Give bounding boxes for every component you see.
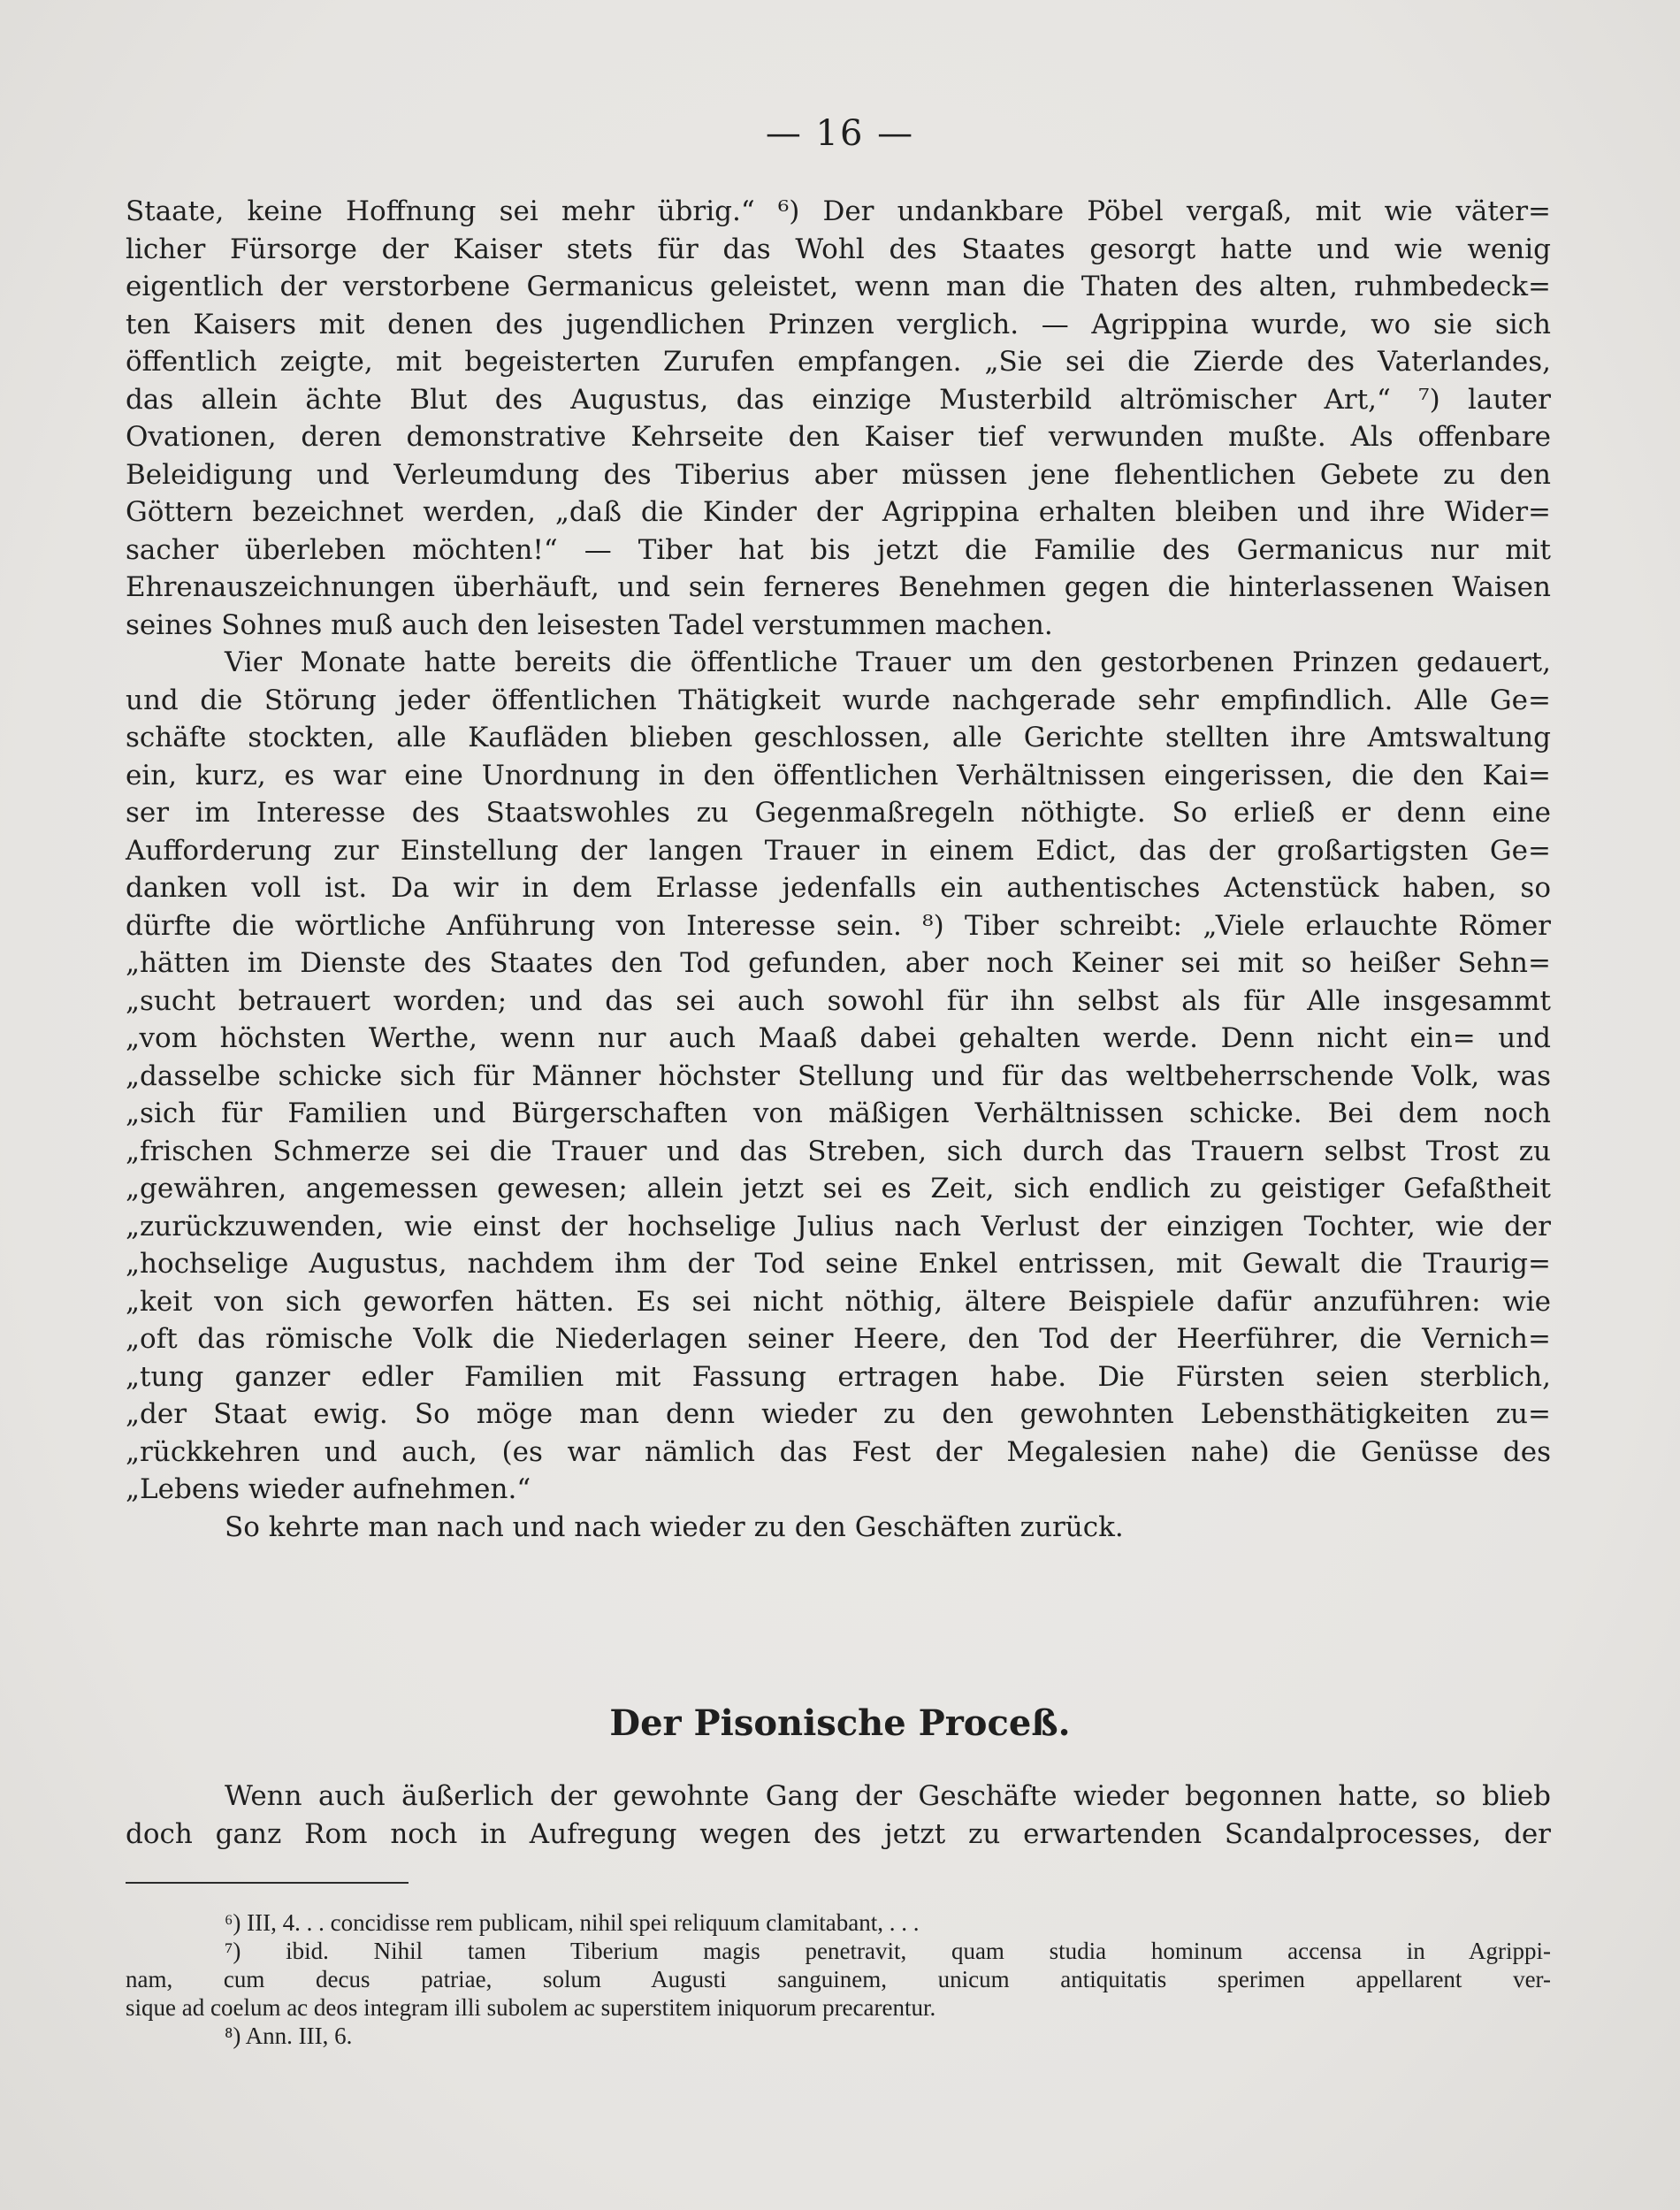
text-line: und die Störung jeder öffentlichen Thätigkeit wurde nachgerade sehr empfindlich. Alle Ge= <box>126 684 1551 716</box>
footnote-6: ⁶) III, 4. . . concidisse rem publicam, nihil spei reliquum clamitabant, . . . <box>225 1909 920 1936</box>
text-line: Vier Monate hatte bereits die öffentliche Trauer um den gestorbenen Prinzen gedauert, <box>225 646 1551 678</box>
footnote-7-line: ⁷) ibid. Nihil tamen Tiberium magis penetravit, quam studia hominum accensa in Agrippi- <box>225 1938 1551 1964</box>
section-heading: Der Pisonische Proceß. <box>609 1702 1071 1744</box>
text-line: ein, kurz, es war eine Unordnung in den öffentlichen Verhältnissen eingerissen, die den Kai= <box>126 759 1551 791</box>
footnote-divider <box>126 1882 409 1884</box>
text-line: ten Kaisers mit denen des jugendlichen Prinzen verglich. — Agrippina wurde, wo sie sich <box>126 308 1551 340</box>
text-line: „sich für Familien und Bürgerschaften von mäßigen Verhältnissen schicke. Bei dem noch <box>126 1097 1551 1129</box>
text-line: „hätten im Dienste des Staates den Tod gefunden, aber noch Keiner sei mit so heißer Sehn= <box>126 947 1551 979</box>
text-line: danken voll ist. Da wir in dem Erlasse jedenfalls ein authentisches Actenstück haben, so <box>126 872 1551 904</box>
text-line: „hochselige Augustus, nachdem ihm der Tod seine Enkel entrissen, mit Gewalt die Traurig= <box>126 1248 1551 1280</box>
text-line: Beleidigung und Verleumdung des Tiberius aber müssen jene flehentlichen Gebete zu den <box>126 458 1551 491</box>
text-line: „sucht betrauert worden; und das sei auch sowohl für ihn selbst als für Alle insgesammt <box>126 984 1551 1017</box>
text-line: So kehrte man nach und nach wieder zu den Geschäften zurück. <box>225 1510 1124 1543</box>
main-text <box>126 193 1551 1546</box>
text-line: „gewähren, angemessen gewesen; allein jetzt sei es Zeit, sich endlich zu geistiger Gefaßtheit <box>126 1173 1551 1204</box>
text-line: seines Sohnes muß auch den leisesten Tadel verstummen machen. <box>126 608 1053 641</box>
text-line: Göttern bezeichnet werden, „daß die Kinder der Agrippina erhalten bleiben und ihre Wider= <box>126 496 1551 528</box>
text-line: „oft das römische Volk die Niederlagen seiner Heere, den Tod der Heerführer, die Vernich= <box>126 1323 1551 1355</box>
text-line: „rückkehren und auch, (es war nämlich das Fest der Megalesien nahe) die Genüsse des <box>126 1435 1551 1468</box>
text-line: eigentlich der verstorbene Germanicus geleistet, wenn man die Thaten des alten, ruhmbedeck= <box>126 271 1551 302</box>
text-line: „der Staat ewig. So möge man denn wieder zu den gewohnten Lebensthätigkeiten zu= <box>126 1398 1551 1430</box>
text-line: ser im Interesse des Staatswohles zu Gegenmaßregeln nöthigte. So erließ er denn eine <box>126 797 1551 829</box>
text-line: Wenn auch äußerlich der gewohnte Gang der Geschäfte wieder begonnen hatte, so blieb <box>225 1780 1551 1812</box>
text-line: „vom höchsten Werthe, wenn nur auch Maaß dabei gehalten werde. Denn nicht ein= und <box>126 1022 1551 1054</box>
text-line: das allein ächte Blut des Augustus, das einzige Musterbild altrömischer Art,“ ⁷) lauter <box>126 383 1551 416</box>
main-text-continued <box>126 1778 1551 1853</box>
text-line: licher Fürsorge der Kaiser stets für das Wohl des Staates gesorgt hatte und wie wenig <box>126 233 1551 265</box>
text-line: „dasselbe schicke sich für Männer höchster Stellung und für das weltbeherrschende Volk, was <box>126 1059 1551 1092</box>
text-line: „Lebens wieder aufnehmen.“ <box>126 1473 531 1505</box>
footnote-7-line: sique ad coelum ac deos integram illi subolem ac superstitem iniquorum precarentur. <box>126 1994 936 2021</box>
text-line: öffentlich zeigte, mit begeisterten Zurufen empfangen. „Sie sei die Zierde des Vaterlandes, <box>126 346 1551 378</box>
text-line: dürfte die wörtliche Anführung von Interesse sein. ⁸) Tiber schreibt: „Viele erlauchte Römer <box>126 909 1551 942</box>
text-line: Aufforderung zur Einstellung der langen Trauer in einem Edict, das der großartigsten Ge= <box>126 834 1551 867</box>
footnote-7-line: nam, cum decus patriae, solum Augusti sanguinem, unicum antiquitatis sperimen appellarent ver- <box>126 1966 1551 1992</box>
text-line: doch ganz Rom noch in Aufregung wegen des jetzt zu erwartenden Scandalprocesses, der <box>126 1817 1551 1850</box>
text-line: Staate, keine Hoffnung sei mehr übrig.“ ⁶) Der undankbare Pöbel vergaß, mit wie väter= <box>126 195 1551 227</box>
text-line: „frischen Schmerze sei die Trauer und das Streben, sich durch das Trauern selbst Trost zu <box>126 1135 1551 1167</box>
text-line: „zurückzuwenden, wie einst der hochselige Julius nach Verlust der einzigen Tochter, wie der <box>126 1210 1551 1243</box>
text-line: „keit von sich geworfen hätten. Es sei nicht nöthig, ältere Beispiele dafür anzuführen: wie <box>126 1285 1551 1318</box>
text-line: Ovationen, deren demonstrative Kehrseite den Kaiser tief verwunden mußte. Als offenbare <box>126 421 1551 453</box>
footnote-8: ⁸) Ann. III, 6. <box>225 2023 353 2049</box>
text-line: schäfte stockten, alle Kaufläden blieben geschlossen, alle Gerichte stellten ihre Amtswaltung <box>126 722 1551 753</box>
text-line: sacher überleben möchten!“ — Tiber hat bis jetzt die Familie des Germanicus nur mit <box>126 533 1551 566</box>
footnotes <box>126 1908 1551 2050</box>
text-line: „tung ganzer edler Familien mit Fassung ertragen habe. Die Fürsten seien sterblich, <box>126 1360 1551 1393</box>
page-number: — 16 — <box>765 113 915 154</box>
text-line: Ehrenauszeichnungen überhäuft, und sein ferneres Benehmen gegen die hinterlassenen Waisen <box>126 571 1551 603</box>
